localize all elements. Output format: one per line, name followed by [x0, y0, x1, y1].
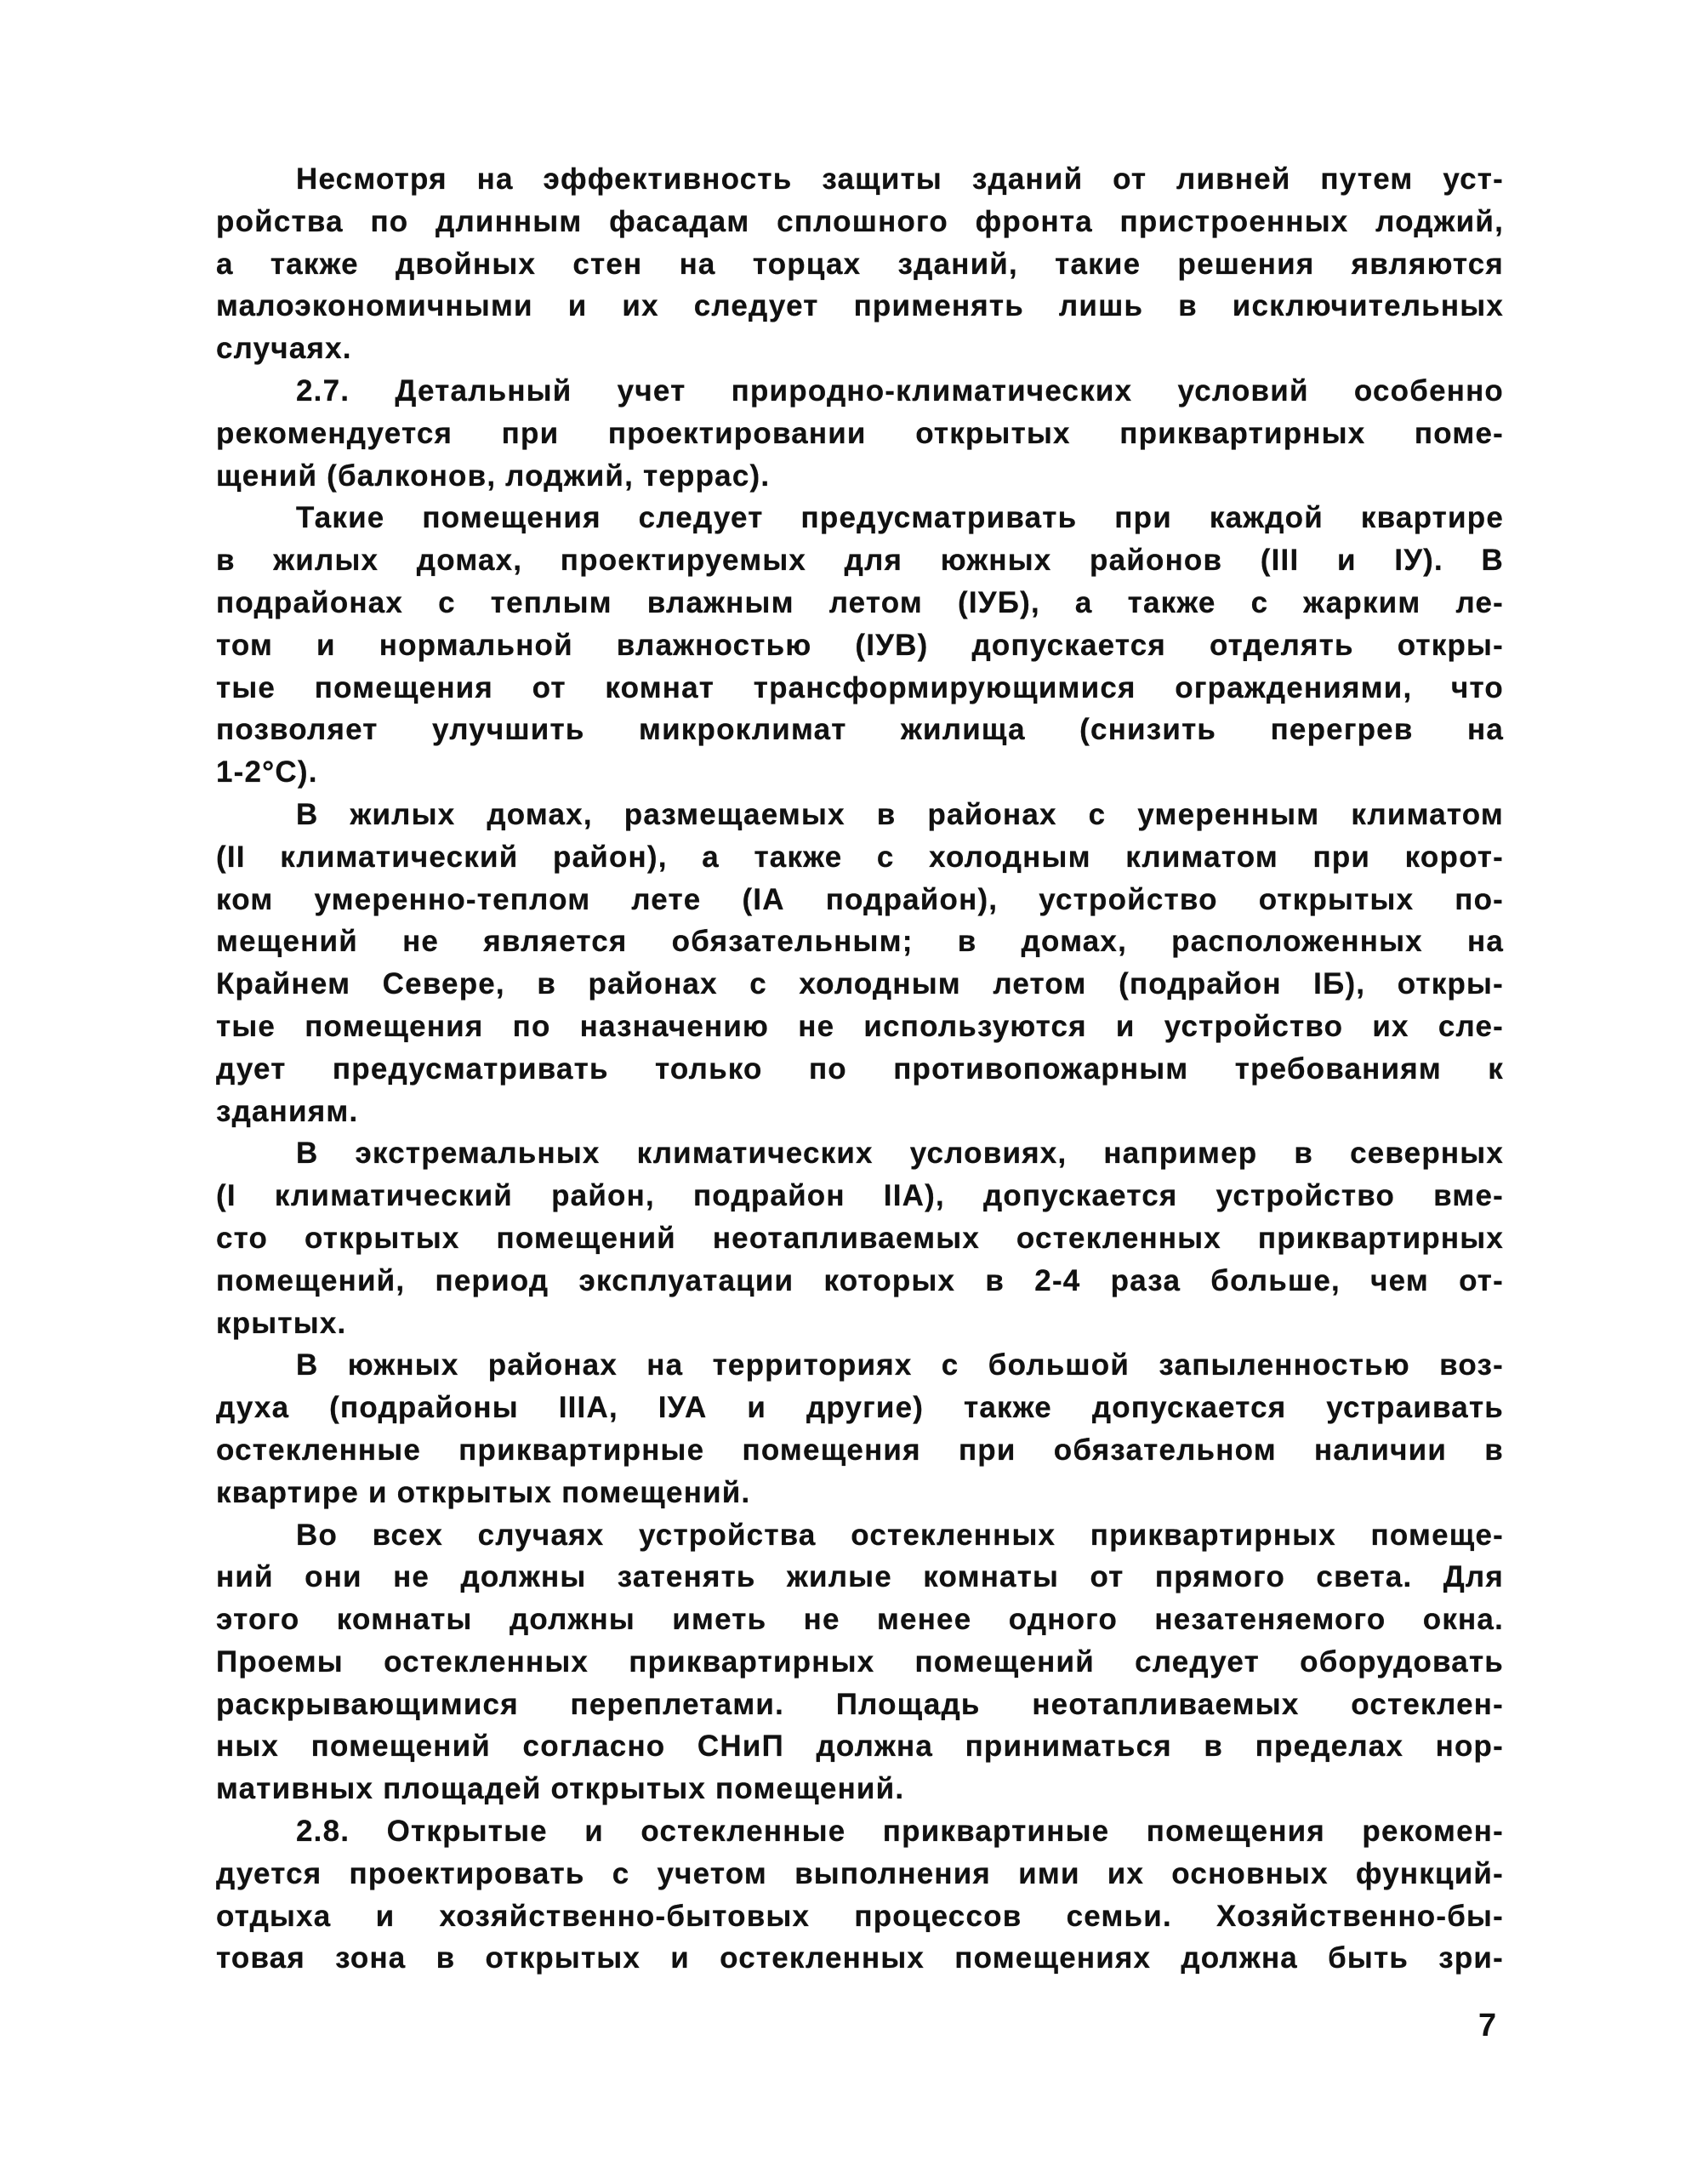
text-line: духа (подрайоны IIIА, IУА и другие) также допускается устраивать	[216, 1391, 1504, 1425]
paragraph	[216, 1344, 1504, 1513]
text-line: Крайнем Севере, в районах с холодным летом (подрайон IБ), откры-	[216, 967, 1504, 1001]
text-line: Во всех случаях устройства остекленных приквартирных помеще-	[296, 1518, 1504, 1552]
text-line: этого комнаты должны иметь не менее одного незатеняемого окна.	[216, 1603, 1504, 1637]
text-line: отдыха и хозяйственно-бытовых процессов семьи. Хозяйственно-бы-	[216, 1899, 1504, 1933]
text-line: том и нормальной влажностью (IУВ) допускается отделять откры-	[216, 628, 1504, 662]
text-line: позволяет улучшить микроклимат жилища (снизить перегрев на	[216, 713, 1504, 747]
paragraph	[216, 370, 1504, 497]
text-line: квартире и открытых помещений.	[216, 1475, 751, 1509]
text-line: дует предусматривать только по противопожарным требованиям к	[216, 1052, 1504, 1086]
text-line: 2.7. Детальный учет природно-климатических условий особенно	[296, 373, 1504, 407]
text-line: помещений, период эксплуатации которых в 2-4 раза больше, чем от-	[216, 1263, 1504, 1297]
text-line: ний они не должны затенять жилые комнаты от прямого света. Для	[216, 1560, 1504, 1594]
text-line: в жилых домах, проектируемых для южных районов (III и IУ). В	[216, 544, 1504, 578]
text-line: малоэкономичными и их следует применять лишь в исключительных	[216, 289, 1504, 323]
text-line: а также двойных стен на торцах зданий, такие решения являются	[216, 247, 1504, 281]
paragraph	[216, 1514, 1504, 1811]
paragraph	[216, 158, 1504, 370]
text-line: 1-2°C).	[216, 755, 318, 789]
text-line: щений (балконов, лоджий, террас).	[216, 459, 771, 493]
text-line: тые помещения по назначению не используются и устройство их сле-	[216, 1009, 1504, 1043]
text-line: 2.8. Открытые и остекленные приквартиные помещения рекомен-	[296, 1815, 1504, 1849]
paragraph	[216, 1810, 1504, 1980]
text-line: остекленные приквартирные помещения при обязательном наличии в	[216, 1433, 1504, 1467]
text-line: зданиям.	[216, 1094, 359, 1128]
text-line: (I климатический район, подрайон IIА), допускается устройство вме-	[216, 1179, 1504, 1213]
paragraph	[216, 1132, 1504, 1344]
text-line: ных помещений согласно СНиП должна приниматься в пределах нор-	[216, 1730, 1504, 1764]
text-line: рекомендуется при проектировании открытых приквартирных поме-	[216, 416, 1504, 450]
text-line: В жилых домах, размещаемых в районах с умеренным климатом	[296, 797, 1504, 831]
text-line: Несмотря на эффективность защиты зданий от ливней путем уст-	[296, 162, 1504, 196]
text-line: мативных площадей открытых помещений.	[216, 1772, 905, 1806]
text-line: дуется проектировать с учетом выполнения ими их основных функций-	[216, 1856, 1504, 1890]
text-line: раскрывающимися переплетами. Площадь неотапливаемых остеклен-	[216, 1687, 1504, 1721]
text-line: ройства по длинным фасадам сплошного фронта пристроенных лоджий,	[216, 204, 1504, 238]
text-line: товая зона в открытых и остекленных помещениях должна быть зри-	[216, 1941, 1504, 1975]
text-line: Проемы остекленных приквартирных помещений следует оборудовать	[216, 1644, 1504, 1678]
text-line: сто открытых помещений неотапливаемых остекленных приквартирных	[216, 1221, 1504, 1255]
text-line: крытых.	[216, 1306, 347, 1340]
text-line: В экстремальных климатических условиях, например в северных	[296, 1137, 1504, 1171]
text-line: тые помещения от комнат трансформирующимися ограждениями, что	[216, 670, 1504, 704]
text-line: подрайонах с теплым влажным летом (IУБ), а также с жарким ле-	[216, 585, 1504, 619]
text-line: мещений не является обязательным; в домах, расположенных на	[216, 925, 1504, 959]
text-line: В южных районах на территориях с большой запыленностью воз-	[296, 1348, 1504, 1382]
text-line: случаях.	[216, 332, 352, 366]
paragraph	[216, 497, 1504, 794]
document-body	[216, 158, 1504, 1980]
text-line: (II климатический район), а также с холодным климатом при корот-	[216, 840, 1504, 874]
page-number: 7	[1478, 2008, 1497, 2043]
paragraph	[216, 794, 1504, 1132]
text-line: ком умеренно-теплом лете (IА подрайон), устройство открытых по-	[216, 882, 1504, 916]
text-line: Такие помещения следует предусматривать при каждой квартире	[296, 501, 1504, 535]
